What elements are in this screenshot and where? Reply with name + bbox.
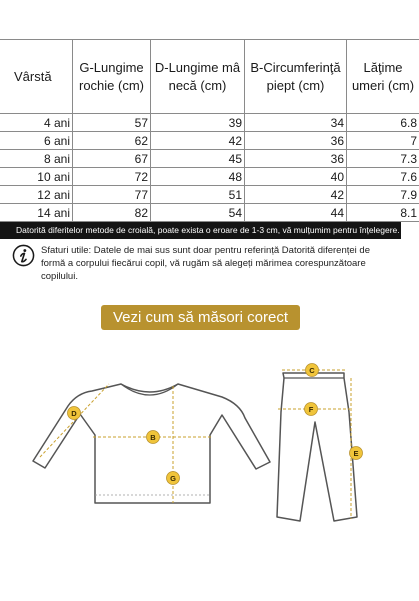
cell-chest: 36 [245,150,347,168]
svg-text:C: C [309,365,315,375]
tips-line-1: Sfaturi utile: Datele de mai sus sunt doar pentru referință Datorită diferenței de [41,245,370,256]
cell-dress-length: 77 [73,186,151,204]
cell-age: 4 ani [0,114,73,132]
cell-sleeve-length: 51 [151,186,245,204]
label-badge-d [68,407,81,420]
pants-outline [277,373,357,521]
cell-shoulder: 7.6 [347,168,419,186]
header-cell-dress-length: G-Lungime rochie (cm) [73,40,151,114]
cell-shoulder: 7.9 [347,186,419,204]
cell-chest: 34 [245,114,347,132]
header-cell-shoulder: Lăţime umeri (cm) [347,40,419,114]
cell-age: 8 ani [0,150,73,168]
table-row [0,132,419,150]
cell-age: 12 ani [0,186,73,204]
label-badge-c [306,364,319,377]
header-cell-age: Vârstă [0,40,73,114]
cell-sleeve-length: 45 [151,150,245,168]
cell-chest: 36 [245,132,347,150]
cell-dress-length: 57 [73,114,151,132]
measurement-error-notice: Datorită diferitelor metode de croială, poate exista o eroare de 1-3 cm, vă mulțumim pentru înțelegere. [0,222,401,239]
label-badge-g [167,472,180,485]
how-to-measure-button[interactable]: Vezi cum să măsori corect [101,305,300,330]
cell-sleeve-length: 39 [151,114,245,132]
svg-text:D: D [71,408,77,418]
table-row [0,204,419,222]
header-cell-sleeve-length: D-Lungime mâ necă (cm) [151,40,245,114]
cell-chest: 44 [245,204,347,222]
cell-age: 6 ani [0,132,73,150]
cell-chest: 42 [245,186,347,204]
cell-age: 10 ani [0,168,73,186]
cell-sleeve-length: 48 [151,168,245,186]
cell-sleeve-length: 42 [151,132,245,150]
table-row [0,150,419,168]
tips-text [41,244,393,283]
cell-age: 14 ani [0,204,73,222]
size-table [0,39,419,222]
cell-chest: 40 [245,168,347,186]
table-row [0,114,419,132]
tips-line-2: formă a corpului fiecărui copil, vă rugăm să alegeți mărimea corespunzătoare copilului. [41,258,366,282]
cell-shoulder: 6.8 [347,114,419,132]
tips-box [12,244,390,282]
cell-shoulder: 7 [347,132,419,150]
svg-text:F: F [308,404,314,414]
label-badge-b [147,431,160,444]
measurement-diagram [0,340,401,601]
label-badge-e [350,447,363,460]
header-cell-chest: B-Circumferinţă piept (cm) [245,40,347,114]
cell-shoulder: 8.1 [347,204,419,222]
cell-dress-length: 62 [73,132,151,150]
cell-dress-length: 72 [73,168,151,186]
svg-text:E: E [353,448,359,458]
cell-dress-length: 82 [73,204,151,222]
label-badge-f [305,403,318,416]
table-row [0,186,419,204]
cell-dress-length: 67 [73,150,151,168]
cell-sleeve-length: 54 [151,204,245,222]
table-header-row [0,40,419,114]
svg-text:G: G [170,473,176,483]
svg-text:B: B [150,432,156,442]
cell-shoulder: 7.3 [347,150,419,168]
table-row [0,168,419,186]
info-circle-icon [12,244,35,267]
